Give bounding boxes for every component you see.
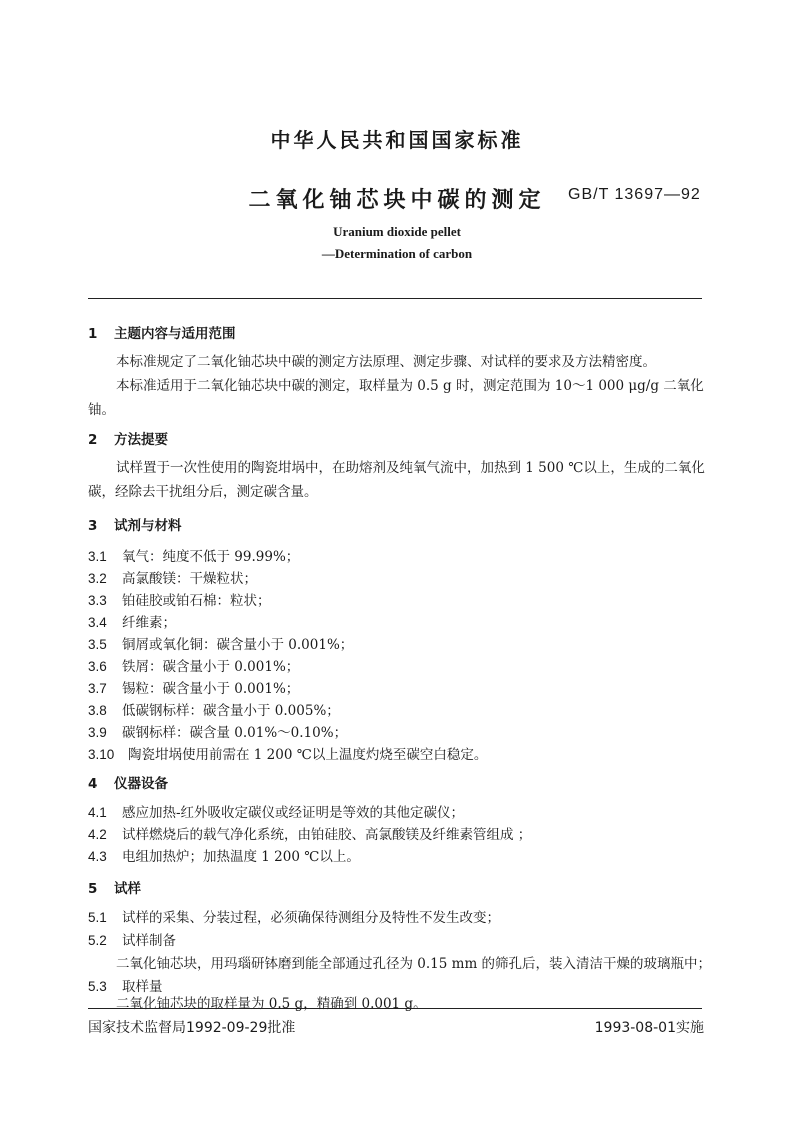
- approval-date: 国家技术监督局1992-09-29批准: [88, 1020, 296, 1036]
- english-title-line1: Uranium dioxide pellet: [333, 224, 461, 239]
- list-item: 5.1 试样的采集、分装过程，必须确保待测组分及特性不发生改变；: [88, 910, 500, 926]
- section-5-3-body: 二氧化铀芯块的取样量为 0.5 g，精确到 0.001 g。: [116, 996, 427, 1012]
- standard-number: GB/T 13697—92: [568, 186, 701, 203]
- header-divider: [88, 298, 702, 299]
- list-item: 3.2 高氯酸镁：干燥粒状；: [88, 571, 257, 587]
- section-1-paragraph-2: 本标准适用于二氧化铀芯块中碳的测定，取样量为 0.5 g 时，测定范围为 10～1 000 μg/g 二氧化铀。: [88, 378, 704, 418]
- section-1-paragraph-1: 本标准规定了二氧化铀芯块中碳的测定方法原理、测定步骤、对试样的要求及方法精密度。: [116, 354, 656, 370]
- section-1-heading: 1 主题内容与适用范围: [88, 326, 236, 342]
- list-item: 3.1 氧气：纯度不低于 99.99%；: [88, 549, 300, 565]
- list-item: 3.8 低碳钢标样：碳含量小于 0.005%；: [88, 703, 340, 719]
- list-item: 5.3 取样量: [88, 979, 163, 995]
- list-item: 3.3 铂硅胶或铂石棉：粒状；: [88, 593, 271, 609]
- document-title: 二氧化铀芯块中碳的测定: [248, 188, 546, 213]
- list-item: 4.1 感应加热-红外吸收定碳仪或经证明是等效的其他定碳仪；: [88, 805, 465, 821]
- section-5-heading: 5 试样: [88, 881, 141, 897]
- list-item: 3.10 陶瓷坩埚使用前需在 1 200 ℃以上温度灼烧至碳空白稳定。: [88, 747, 488, 763]
- list-item: 3.9 碳钢标样：碳含量 0.01%～0.10%；: [88, 725, 348, 741]
- list-item: 3.7 锡粒：碳含量小于 0.001%；: [88, 681, 300, 697]
- section-5-2-body: 二氧化铀芯块，用玛瑙研钵磨到能全部通过孔径为 0.15 mm 的筛孔后，装入清洁干燥的玻璃瓶中；: [116, 956, 712, 972]
- english-title-line2: —Determination of carbon: [321, 246, 473, 261]
- footer-divider: [88, 1008, 702, 1009]
- implementation-date: 1993-08-01实施: [594, 1020, 704, 1036]
- list-item: 3.4 纤维素；: [88, 615, 176, 631]
- list-item: 4.3 电组加热炉；加热温度 1 200 ℃以上。: [88, 849, 360, 865]
- list-item: 5.2 试样制备: [88, 933, 176, 949]
- list-item: 4.2 试样燃烧后的载气净化系统，由铂硅胶、高氯酸镁及纤维素管组成 ；: [88, 827, 532, 843]
- section-2-paragraph-1: 试样置于一次性使用的陶瓷坩埚中，在助熔剂及纯氧气流中，加热到 1 500 ℃以上，生成的二氧化碳，经除去干扰组分后，测定碳含量。: [88, 460, 705, 500]
- list-item: 3.5 铜屑或氧化铜：碳含量小于 0.001%；: [88, 637, 354, 653]
- list-item: 3.6 铁屑：碳含量小于 0.001%；: [88, 659, 300, 675]
- issuing-organization: 中华人民共和国国家标准: [270, 128, 524, 152]
- section-2-heading: 2 方法提要: [88, 432, 168, 448]
- section-4-heading: 4 仪器设备: [88, 776, 168, 792]
- section-3-heading: 3 试剂与材料: [88, 518, 182, 534]
